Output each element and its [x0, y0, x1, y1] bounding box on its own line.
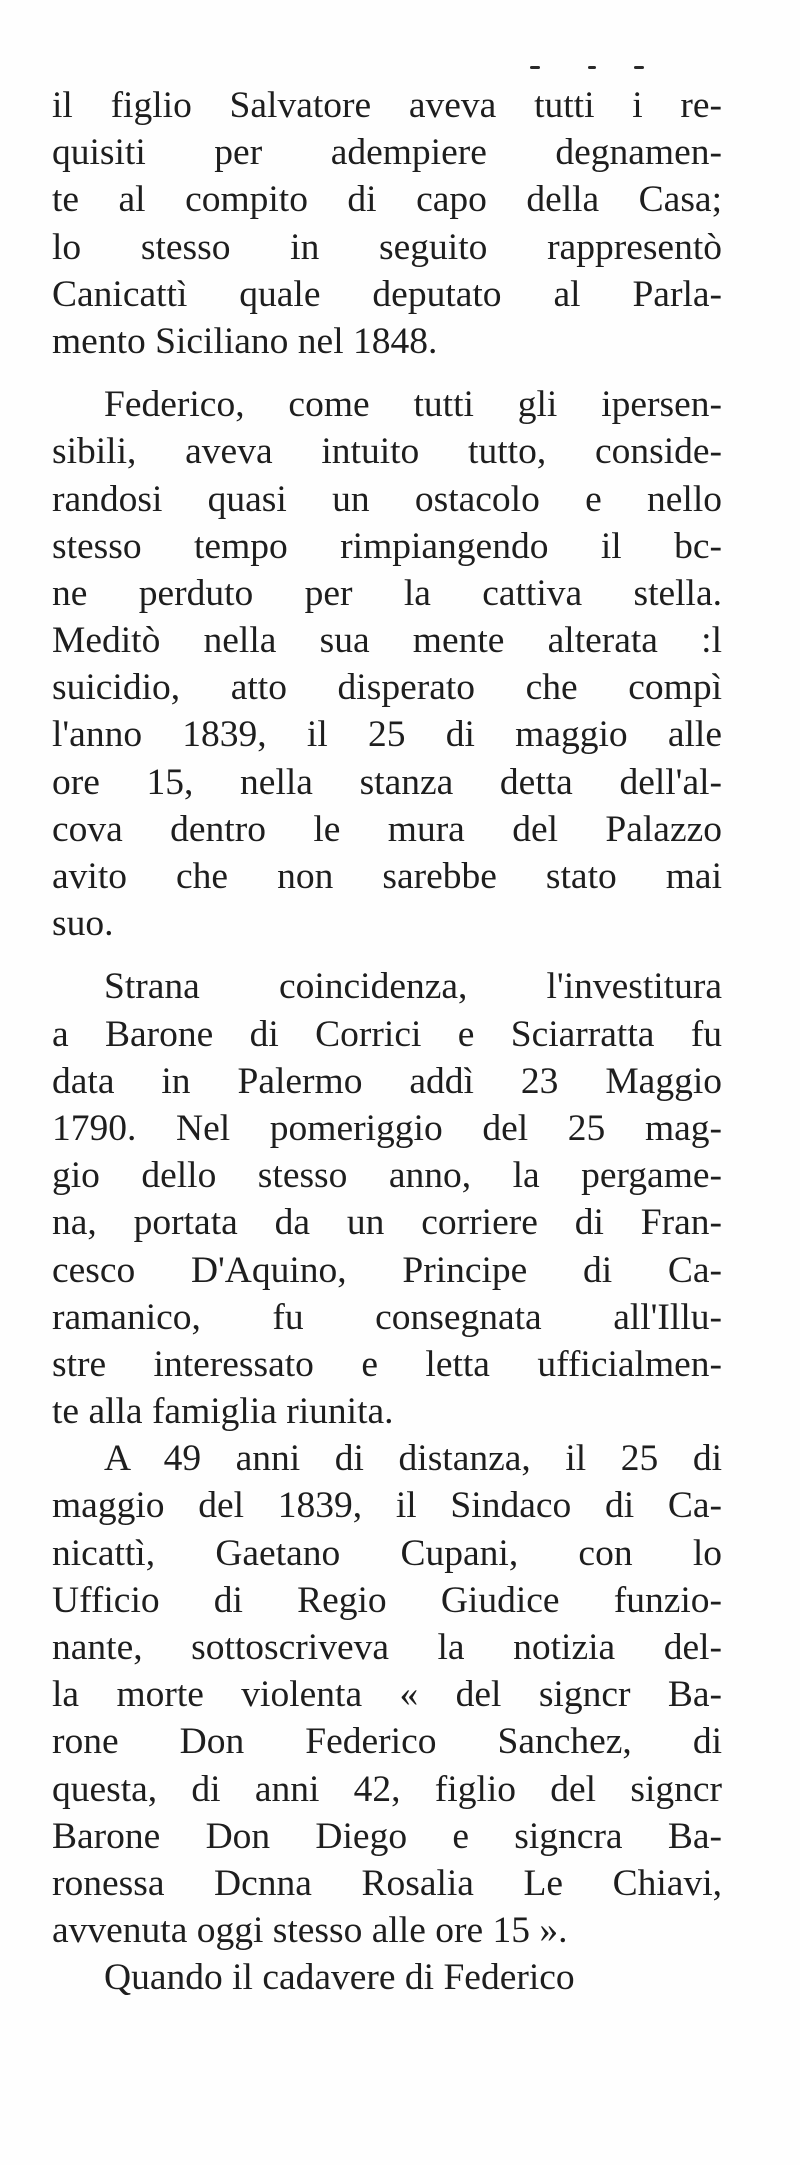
text-line: Canicattì quale deputato al Parla- [52, 273, 722, 315]
text-line: Ufficio di Regio Giudice funzio- [52, 1579, 722, 1621]
text-line: Federico, come tutti gli ipersen- [104, 384, 722, 426]
text-line: ne perduto per la cattiva stella. [52, 572, 722, 614]
text-line: ronessa Dcnna Rosalia Le Chiavi, [52, 1862, 722, 1904]
speck-mark [588, 66, 596, 69]
text-line: te alla famiglia riunita. [52, 1391, 394, 1433]
text-line: suo. [52, 903, 114, 945]
text-line: suicidio, atto disperato che compì [52, 667, 722, 709]
print-specks [530, 66, 650, 72]
text-line: A 49 anni di distanza, il 25 di [104, 1438, 722, 1480]
text-line: questa, di anni 42, figlio del signcr [52, 1768, 722, 1810]
text-line: data in Palermo addì 23 Maggio [52, 1060, 722, 1102]
text-line: 1790. Nel pomeriggio del 25 mag- [52, 1107, 722, 1149]
text-column [52, 82, 722, 2002]
text-line: stre interessato e letta ufficialmen- [52, 1343, 722, 1385]
text-line: l'anno 1839, il 25 di maggio alle [52, 714, 722, 756]
text-line: randosi quasi un ostacolo e nello [52, 478, 722, 520]
text-line: ore 15, nella stanza detta dell'al- [52, 761, 722, 803]
text-line: stesso tempo rimpiangendo il bc- [52, 525, 722, 567]
text-line: a Barone di Corrici e Sciarratta fu [52, 1013, 722, 1055]
text-line: ramanico, fu consegnata all'Illu- [52, 1296, 722, 1338]
paragraph [52, 963, 722, 1435]
paragraph [52, 381, 722, 947]
text-line: avvenuta oggi stesso alle ore 15 ». [52, 1910, 568, 1952]
text-line: Barone Don Diego e signcra Ba- [52, 1815, 722, 1857]
text-line: Meditò nella sua mente alterata :l [52, 620, 722, 662]
text-line: Quando il cadavere di Federico [104, 1957, 575, 1999]
text-line: cesco D'Aquino, Principe di Ca- [52, 1249, 722, 1291]
text-line: gio dello stesso anno, la pergame- [52, 1155, 722, 1197]
paragraph [52, 1435, 722, 1954]
text-line: il figlio Salvatore aveva tutti i re- [52, 85, 722, 126]
paragraph-gap [52, 365, 722, 381]
text-line: lo stesso in seguito rappresentò [52, 226, 722, 268]
text-line: na, portata da un corriere di Fran- [52, 1202, 722, 1244]
text-line: Strana coincidenza, l'investitura [104, 966, 722, 1008]
text-line: nante, sottoscriveva la notizia del- [52, 1627, 722, 1668]
text-line: te al compito di capo della Casa; [52, 179, 722, 221]
text-line: cova dentro le mura del Palazzo [52, 808, 722, 850]
text-line: rone Don Federico Sanchez, di [52, 1721, 722, 1763]
text-line: avito che non sarebbe stato mai [52, 856, 722, 897]
paragraph [52, 1954, 722, 2001]
text-line: la morte violenta « del signcr Ba- [52, 1674, 722, 1716]
speck-mark [530, 66, 540, 69]
text-line: mento Siciliano nel 1848. [52, 320, 438, 362]
text-line: quisiti per adempiere degnamen- [52, 132, 722, 174]
text-line: maggio del 1839, il Sindaco di Ca- [52, 1485, 722, 1527]
paragraph-gap [52, 947, 722, 963]
paragraph [52, 82, 722, 365]
speck-mark [634, 66, 644, 69]
text-line: nicattì, Gaetano Cupani, con lo [52, 1532, 722, 1574]
text-line: sibili, aveva intuito tutto, conside- [52, 431, 722, 473]
